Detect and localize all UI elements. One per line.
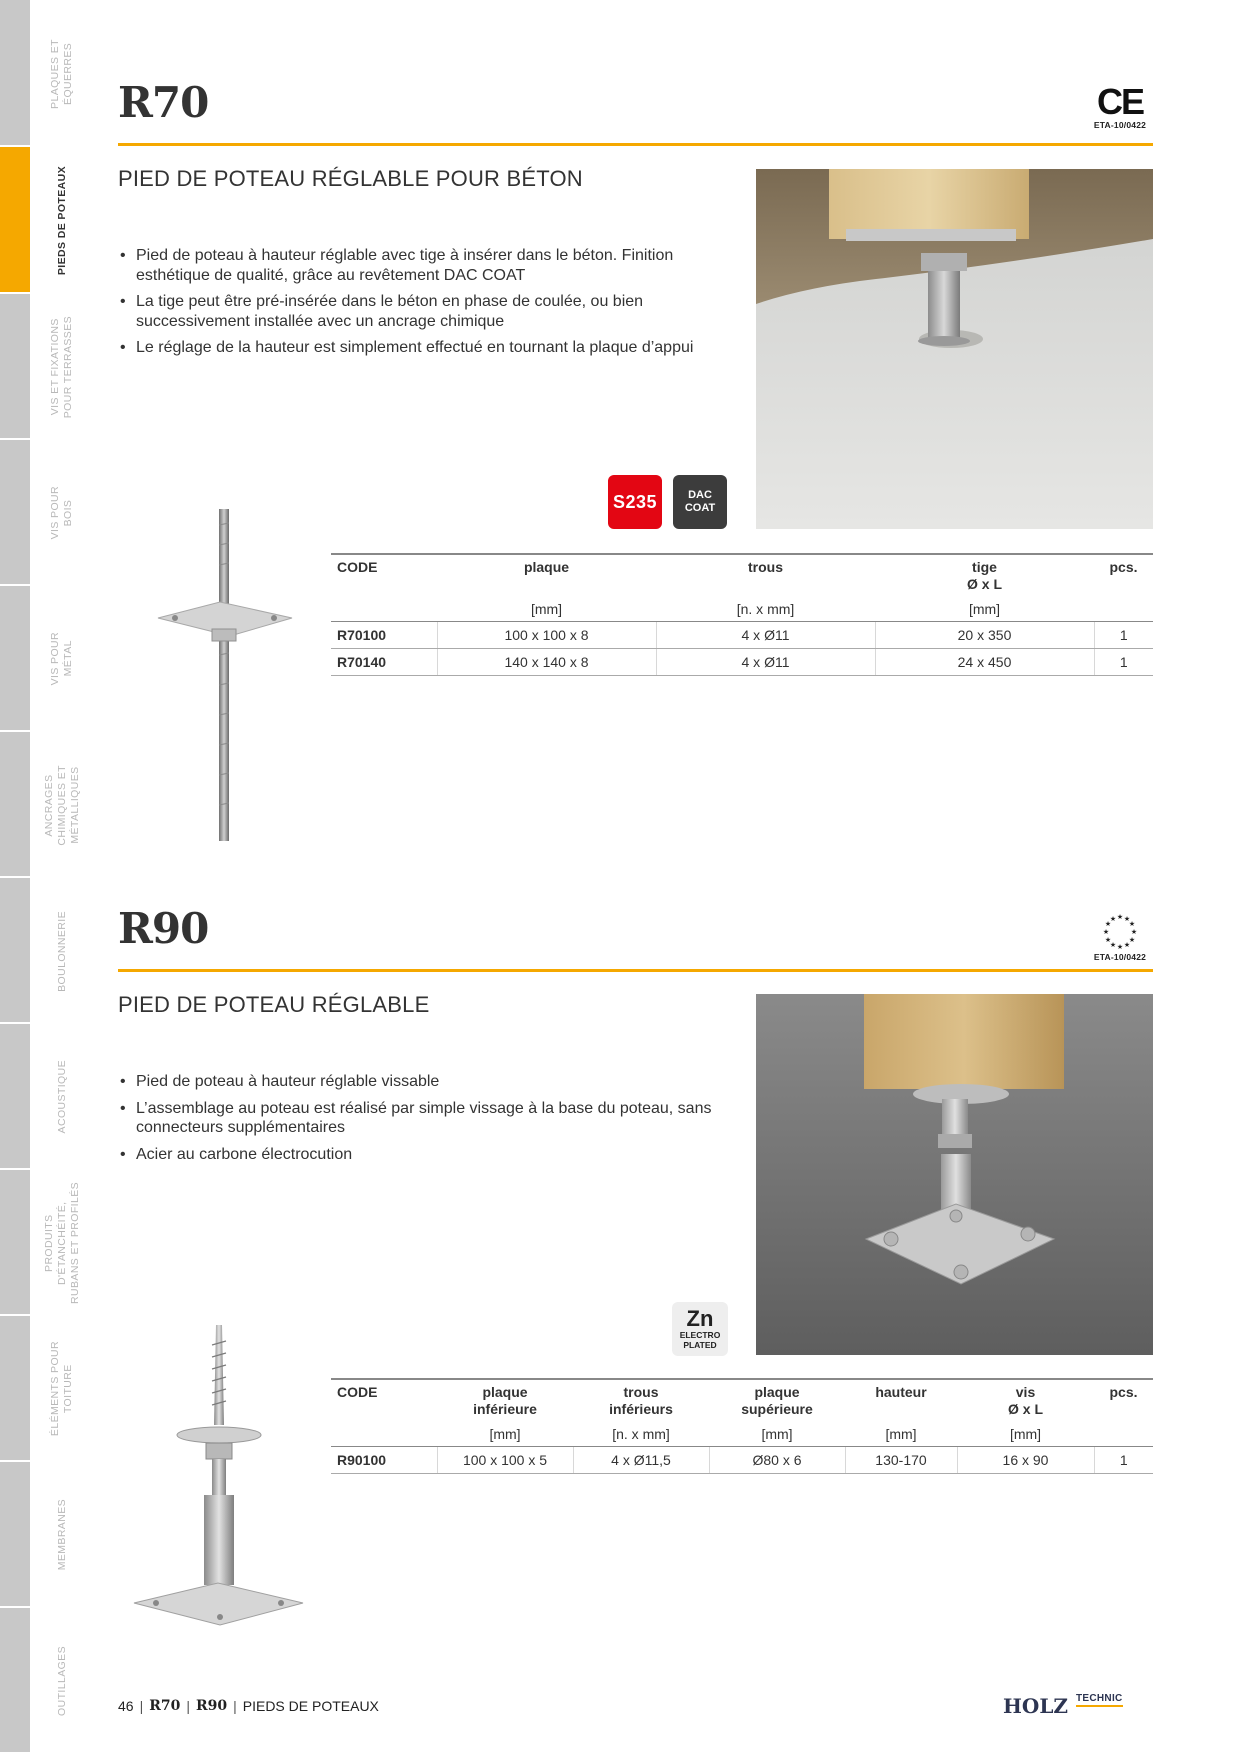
table-unit xyxy=(331,1420,437,1447)
sidebar-tab-label: ÉLÉMENTS POUR TOITURE xyxy=(49,1341,74,1437)
brand-name: HOLZ xyxy=(1003,1694,1068,1718)
r70-installation-photo xyxy=(756,169,1153,529)
r90-product-image xyxy=(128,1325,308,1635)
table-cell: 1 xyxy=(1094,1447,1153,1474)
sidebar-tab-vis-bois[interactable] xyxy=(0,440,92,586)
table-cell-code: R90100 xyxy=(331,1447,437,1474)
sidebar-tab-vis-terrasses[interactable] xyxy=(0,294,92,440)
table-cell: Ø80 x 6 xyxy=(709,1447,845,1474)
r90-cert-code: ETA-10/0422 xyxy=(1093,952,1147,962)
sidebar-tab-boulonnerie[interactable] xyxy=(0,878,92,1024)
zn-badge-line3: PLATED xyxy=(683,1340,717,1350)
r70-divider xyxy=(118,143,1153,146)
r70-product-image xyxy=(150,505,300,845)
page-number: 46 xyxy=(118,1698,134,1714)
sidebar-tab-outillages[interactable] xyxy=(0,1608,92,1754)
table-unit: [mm] xyxy=(709,1420,845,1447)
s235-badge-label: S235 xyxy=(612,491,658,512)
table-unit xyxy=(331,595,437,622)
sidebar-tab-pieds-de-poteaux[interactable] xyxy=(0,147,92,294)
footer-separator: | xyxy=(139,1698,144,1714)
table-unit: [mm] xyxy=(437,1420,573,1447)
r90-divider xyxy=(118,969,1153,972)
table-header: trous xyxy=(656,554,875,595)
table-header: hauteur xyxy=(845,1379,957,1420)
list-item: • L’assemblage au poteau est réalisé par simple vissage à la base du poteau, sans connecteurs supplémentaires xyxy=(118,1099,728,1138)
table-header: CODE xyxy=(331,554,437,595)
r90-subtitle: PIED DE POTEAU RÉGLABLE xyxy=(118,992,430,1017)
table-cell: 20 x 350 xyxy=(875,622,1094,649)
svg-text:★: ★ xyxy=(1128,936,1136,944)
r70-feature-list xyxy=(118,246,728,365)
zn-electroplated-badge xyxy=(672,1302,728,1356)
sidebar-tab-etancheite[interactable] xyxy=(0,1170,92,1316)
table-row xyxy=(331,622,1153,649)
brand-sub: TECHNIC xyxy=(1076,1693,1123,1707)
table-unit xyxy=(1094,1420,1153,1447)
table-header: plaque xyxy=(437,554,656,595)
list-item: • Acier au carbone électrocution xyxy=(118,1145,728,1165)
footer-separator: | xyxy=(233,1698,237,1714)
table-cell: 24 x 450 xyxy=(875,649,1094,676)
sidebar-tab-label: VIS POUR MÉTAL xyxy=(49,632,74,686)
r70-spec-table xyxy=(331,553,1153,676)
brand-logo xyxy=(1003,1692,1133,1720)
r70-cert-code: ETA-10/0422 xyxy=(1093,120,1147,130)
sidebar-tab-acoustique[interactable] xyxy=(0,1024,92,1170)
sidebar-tab-ancrages[interactable] xyxy=(0,732,92,878)
eu-stars-icon xyxy=(1100,912,1140,952)
ce-mark-icon: CE xyxy=(1096,81,1143,122)
svg-text:★: ★ xyxy=(1116,943,1124,951)
table-cell: 4 x Ø11 xyxy=(656,622,875,649)
table-cell: 1 xyxy=(1094,649,1153,676)
table-cell: 1 xyxy=(1094,622,1153,649)
table-row xyxy=(331,649,1153,676)
r70-cert xyxy=(1085,81,1155,130)
table-header: pcs. xyxy=(1094,1379,1153,1420)
sidebar-tab-label: ACOUSTIQUE xyxy=(55,1060,68,1134)
sidebar-tab-plaques[interactable] xyxy=(0,0,92,147)
table-cell: 4 x Ø11,5 xyxy=(573,1447,709,1474)
svg-text:★: ★ xyxy=(1102,928,1110,936)
sidebar-tab-membranes[interactable] xyxy=(0,1462,92,1608)
table-header: vis Ø x L xyxy=(957,1379,1094,1420)
svg-text:★: ★ xyxy=(1109,941,1117,949)
zn-badge-line1: Zn xyxy=(686,1306,714,1331)
table-header: pcs. xyxy=(1094,554,1153,595)
sidebar-tab-label: MEMBRANES xyxy=(55,1499,68,1571)
r90-feature-list xyxy=(118,1072,728,1171)
svg-text:★: ★ xyxy=(1130,928,1138,936)
table-unit: [mm] xyxy=(957,1420,1094,1447)
table-unit: [n. x mm] xyxy=(573,1420,709,1447)
list-item: • Pied de poteau à hauteur réglable vissable xyxy=(118,1072,728,1092)
svg-text:★: ★ xyxy=(1109,915,1117,923)
s235-steel-badge xyxy=(608,475,662,529)
dac-coat-line2: COAT xyxy=(684,502,716,514)
sidebar-tab-label: BOULONNERIE xyxy=(55,910,68,992)
r90-installation-photo xyxy=(756,994,1153,1355)
table-cell: 16 x 90 xyxy=(957,1447,1094,1474)
table-unit xyxy=(1094,595,1153,622)
sidebar-tab-label: PLAQUES ET ÉQUERRES xyxy=(49,38,74,109)
r90-cert xyxy=(1085,912,1155,962)
table-unit: [n. x mm] xyxy=(656,595,875,622)
footer-section: PIEDS DE POTEAUX xyxy=(242,1698,379,1714)
sidebar-tab-label: VIS ET FIXATIONS POUR TERRASSES xyxy=(49,315,74,419)
sidebar-tab-label: ANCRAGES CHIMIQUES ET MÉTALLIQUES xyxy=(42,764,81,846)
table-header: CODE xyxy=(331,1379,437,1420)
dac-coat-badge xyxy=(673,475,727,529)
footer-separator: | xyxy=(186,1698,190,1714)
sidebar-tab-label: PIEDS DE POTEAUX xyxy=(55,165,68,276)
table-unit: [mm] xyxy=(845,1420,957,1447)
page-footer xyxy=(118,1698,379,1714)
table-unit: [mm] xyxy=(437,595,656,622)
zn-badge-line2: ELECTRO xyxy=(679,1330,721,1340)
svg-text:★: ★ xyxy=(1128,920,1136,928)
r70-subtitle: PIED DE POTEAU RÉGLABLE POUR BÉTON xyxy=(118,166,583,191)
table-cell: 100 x 100 x 5 xyxy=(437,1447,573,1474)
table-cell: 140 x 140 x 8 xyxy=(437,649,656,676)
svg-text:★: ★ xyxy=(1104,936,1112,944)
sidebar-tab-vis-metal[interactable] xyxy=(0,586,92,732)
table-cell: 130-170 xyxy=(845,1447,957,1474)
sidebar-tab-toiture[interactable] xyxy=(0,1316,92,1462)
r70-product-code: R70 xyxy=(118,78,209,127)
sidebar-tab-label: PRODUITS D'ÉTANCHÉITÉ, RUBANS ET PROFILÉS xyxy=(42,1182,81,1304)
svg-text:★: ★ xyxy=(1123,915,1131,923)
footer-code-r90: R90 xyxy=(195,1698,228,1714)
list-item: • La tige peut être pré-insérée dans le béton en phase de coulée, ou bien successivement installée avec un ancrage chimique xyxy=(118,292,728,331)
list-item: • Le réglage de la hauteur est simplement effectué en tournant la plaque d’appui xyxy=(118,338,728,358)
table-cell-code: R70100 xyxy=(331,622,437,649)
table-row xyxy=(331,1447,1153,1474)
r90-product-code: R90 xyxy=(118,904,209,953)
table-cell: 4 x Ø11 xyxy=(656,649,875,676)
sidebar-tab-label: VIS POUR BOIS xyxy=(49,486,74,540)
table-header: plaque supérieure xyxy=(709,1379,845,1420)
svg-text:★: ★ xyxy=(1104,920,1112,928)
dac-coat-line1: DAC xyxy=(688,489,712,501)
footer-code-r70: R70 xyxy=(149,1698,181,1714)
svg-text:★: ★ xyxy=(1116,913,1124,921)
table-header: tige Ø x L xyxy=(875,554,1094,595)
r90-spec-table xyxy=(331,1378,1153,1474)
list-item: • Pied de poteau à hauteur réglable avec tige à insérer dans le béton. Finition esthétique de qualité, grâce au revêtement DAC COAT xyxy=(118,246,728,285)
table-cell-code: R70140 xyxy=(331,649,437,676)
section-sidebar xyxy=(0,0,92,1754)
svg-text:★: ★ xyxy=(1123,941,1131,949)
table-header: trous inférieurs xyxy=(573,1379,709,1420)
sidebar-tab-label: OUTILLAGES xyxy=(55,1646,68,1716)
table-unit: [mm] xyxy=(875,595,1094,622)
table-cell: 100 x 100 x 8 xyxy=(437,622,656,649)
table-header: plaque inférieure xyxy=(437,1379,573,1420)
